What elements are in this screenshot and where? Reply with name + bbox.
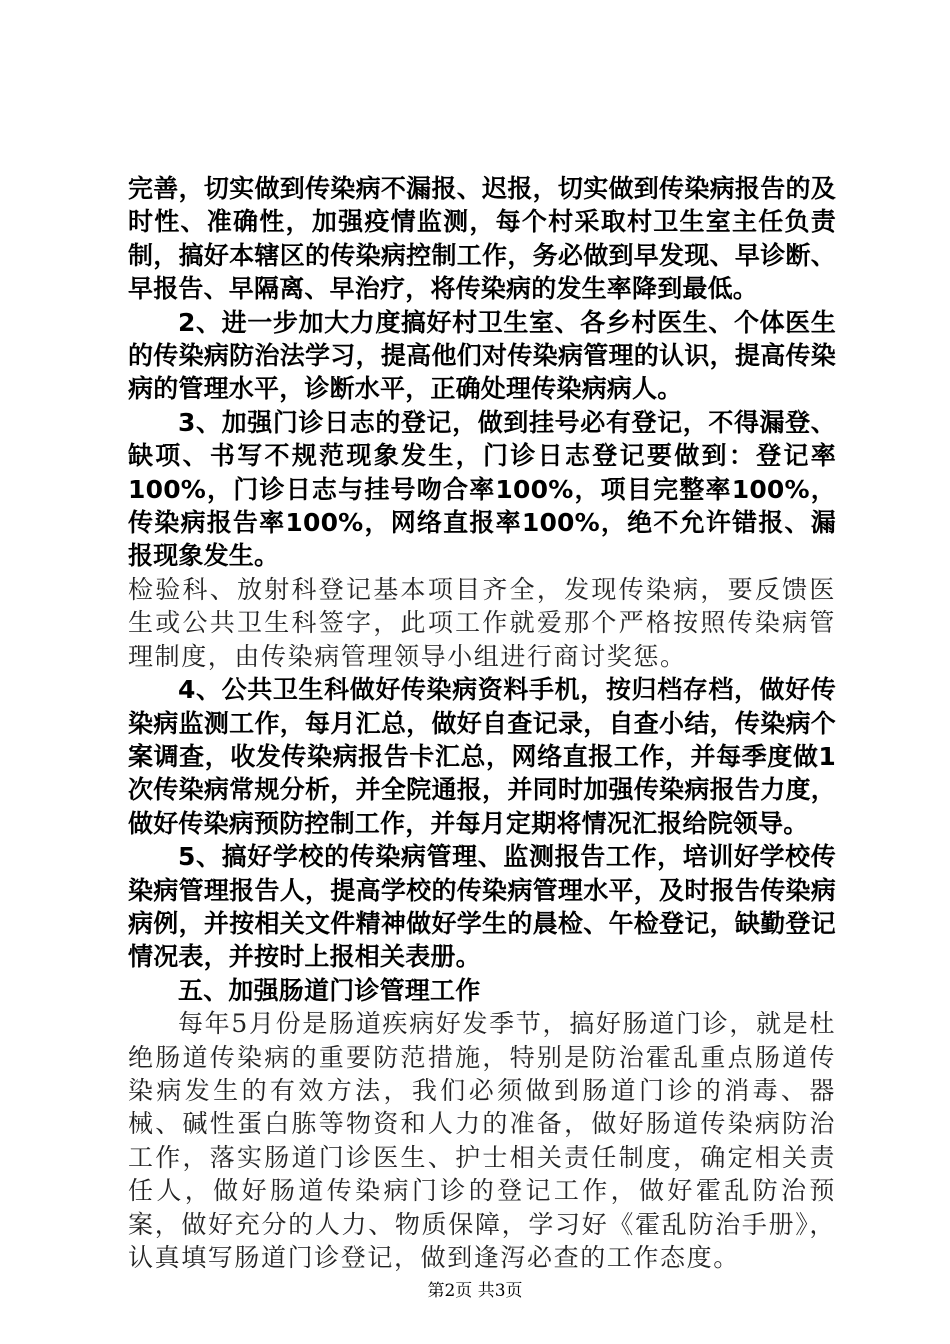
paragraph-4: 4、公共卫生科做好传染病资料手机，按归档存档，做好传染病监测工作，每月汇总，做好自查记录，自查小结，传染病个案调查，收发传染病报告卡汇总，网络直报工作，并每季度做1次传染病常规分析，并全院通报，并同时加强传染病报告力度，做好传染病预防控制工作，并每月定期将情况汇报给院领导。 [128, 675, 836, 838]
section-heading-5: 五、加强肠道门诊管理工作 [178, 975, 481, 1005]
paragraph-3: 3、加强门诊日志的登记，做到挂号必有登记，不得漏登、缺项、书写不规范现象发生，门诊日志登记要做到：登记率100%，门诊日志与挂号吻合率100%，项目完整率100%，传染病报告率100%，网络直报率100%，绝不允许错报、漏报现象发生。 [128, 407, 836, 571]
document-body [128, 172, 836, 1274]
paragraph-6: 每年5月份是肠道疾病好发季节，搞好肠道门诊，就是杜绝肠道传染病的重要防范措施，特别是防治霍乱重点肠道传染病发生的有效方法，我们必须做到肠道门诊的消毒、器械、碱性蛋白胨等物资和人力的准备，做好肠道传染病防治工作，落实肠道门诊医生、护士相关责任制度，确定相关责任人，做好肠道传染病门诊的登记工作，做好霍乱防治预案，做好充分的人力、物质保障，学习好《霍乱防治手册》，认真填写肠道门诊登记，做到逢泻必查的工作态度。 [128, 1009, 836, 1272]
page-number: 第2页 共3页 [427, 1281, 523, 1301]
paragraph-5: 5、搞好学校的传染病管理、监测报告工作，培训好学校传染病管理报告人，提高学校的传染病管理水平，及时报告传染病病例，并按相关文件精神做好学生的晨检、午检登记，缺勤登记情况表，并按时上报相关表册。 [128, 842, 836, 972]
paragraph-2: 2、进一步加大力度搞好村卫生室、各乡村医生、个体医生的传染病防治法学习，提高他们对传染病管理的认识，提高传染病的管理水平，诊断水平，正确处理传染病病人。 [128, 307, 836, 404]
paragraph-3-continued: 检验科、放射科登记基本项目齐全，发现传染病，要反馈医生或公共卫生科签字，此项工作就爱那个严格按照传染病管理制度，由传染病管理领导小组进行商讨奖惩。 [128, 574, 836, 671]
paragraph-1: 完善，切实做到传染病不漏报、迟报，切实做到传染病报告的及时性、准确性，加强疫情监测，每个村采取村卫生室主任负责制，搞好本辖区的传染病控制工作，务必做到早发现、早诊断、早报告、早隔离、早治疗，将传染病的发生率降到最低。 [128, 174, 836, 304]
